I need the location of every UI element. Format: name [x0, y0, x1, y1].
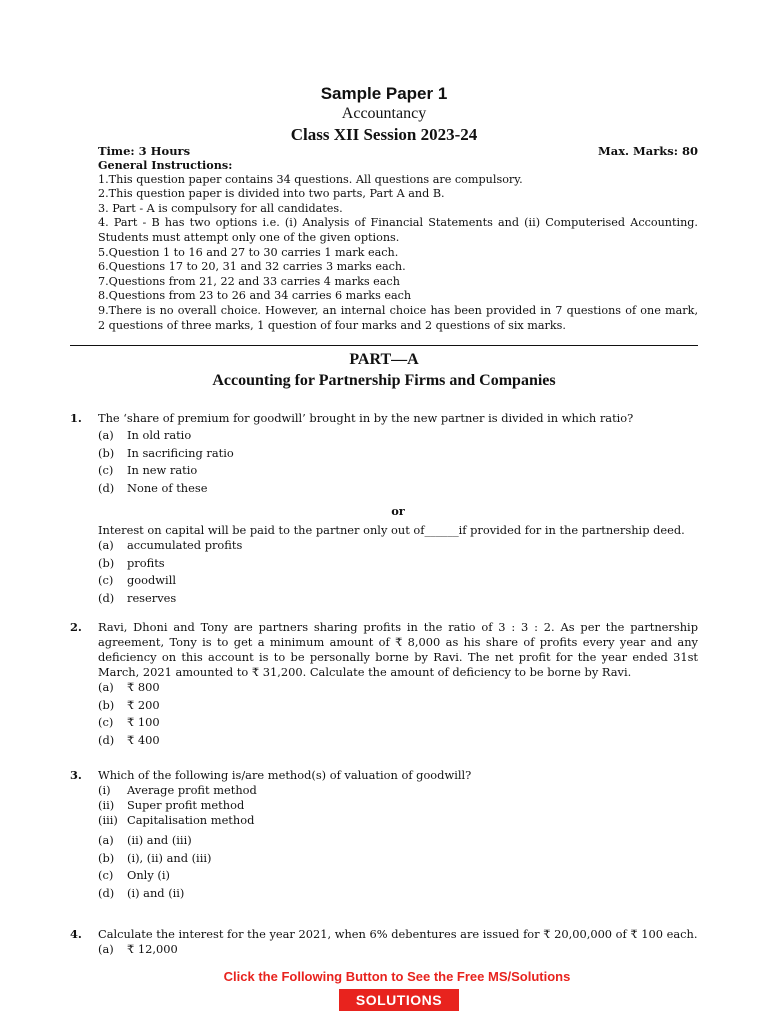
option [98, 868, 698, 886]
option-label: (b) [98, 697, 115, 712]
option-text: (i) and (ii) [127, 885, 185, 900]
option-text: In new ratio [127, 463, 198, 477]
question-stem: Calculate the interest for the year 2021, when 6% debentures are issued for ₹ 20,00,000 of ₹ 100 each. [98, 927, 698, 941]
option-text: In sacrificing ratio [127, 445, 234, 460]
solutions-prompt: Click the Following Button to See the Free MS/Solutions [223, 969, 571, 984]
divider [70, 345, 698, 346]
option [98, 851, 698, 869]
alternate-question-stem: Interest on capital will be paid to the partner only out of______if provided for in the partnership deed. [98, 523, 685, 537]
option-text: None of these [127, 480, 208, 495]
option-text: ₹ 200 [127, 697, 160, 712]
paper-title: Sample Paper 1 [320, 84, 448, 103]
option-label: (d) [98, 480, 115, 495]
question-number: 3. [70, 768, 82, 782]
option-text: ₹ 400 [127, 732, 160, 747]
option-text: reserves [127, 590, 177, 605]
option-text: Only (i) [127, 868, 170, 882]
method-label: (ii) [98, 798, 115, 812]
question-3 [70, 768, 698, 903]
option [98, 698, 698, 716]
option-text: ₹ 100 [127, 715, 160, 729]
option [98, 481, 698, 499]
option-text: (ii) and (iii) [127, 833, 192, 847]
method-label: (i) [98, 783, 111, 797]
option-text: ₹ 800 [127, 680, 160, 694]
option-label: (a) [98, 833, 114, 847]
option-text: ₹ 12,000 [127, 942, 178, 956]
option-label: (d) [98, 590, 115, 605]
question-stem: Which of the following is/are method(s) of valuation of goodwill? [98, 768, 472, 782]
option [98, 733, 698, 751]
max-marks-label: Max. Marks: 80 [598, 144, 698, 158]
instruction-item: 6.Questions 17 to 20, 31 and 32 carries 3 marks each. [98, 260, 406, 274]
meta-row [98, 144, 698, 158]
question-stem: Ravi, Dhoni and Tony are partners sharing profits in the ratio of 3 : 3 : 2. As per the partnership agreement, Tony is to get a minimum amount of ₹ 8,000 as his share of profits every year and any deficiency on this account is to be personally borne by Ravi. The net profit for the year ended 31st March, 2021 amounted to ₹ 31,200. Calculate the amount of deficiency to be borne by Ravi. [98, 620, 698, 679]
part-subtitle: Accounting for Partnership Firms and Companies [212, 372, 556, 389]
general-instructions [98, 158, 698, 333]
option [98, 942, 698, 960]
class-session: Class XII Session 2023-24 [290, 125, 478, 144]
option [98, 833, 698, 851]
option-label: (a) [98, 942, 114, 956]
option [98, 591, 698, 609]
option-text: accumulated profits [127, 538, 243, 552]
option [98, 715, 698, 733]
question-1 [70, 411, 698, 608]
option [98, 573, 698, 591]
instruction-item: 2.This question paper is divided into two parts, Part A and B. [98, 187, 445, 201]
option [98, 428, 698, 446]
method-item [98, 783, 698, 798]
option-text: goodwill [127, 573, 176, 587]
question-number: 4. [70, 927, 82, 941]
method-item [98, 798, 698, 813]
time-label: Time: 3 Hours [98, 144, 191, 158]
solutions-button[interactable]: SOLUTIONS [339, 989, 459, 1011]
option-label: (b) [98, 445, 115, 460]
instruction-item: 3. Part - A is compulsory for all candidates. [98, 201, 343, 215]
question-number: 2. [70, 620, 82, 634]
question-stem: The ‘share of premium for goodwill’ brought in by the new partner is divided in which ratio? [98, 411, 634, 425]
method-item [98, 813, 698, 828]
option-label: (b) [98, 555, 115, 570]
question-4 [70, 927, 698, 960]
instruction-item: 7.Questions from 21, 22 and 33 carries 4 marks each [98, 274, 400, 288]
option-label: (c) [98, 463, 114, 477]
instructions-heading: General Instructions: [98, 158, 233, 172]
option-label: (c) [98, 715, 114, 729]
instruction-item: 9.There is no overall choice. However, an internal choice has been provided in 7 questions of one mark, 2 questions of three marks, 1 question of four marks and 2 questions of six marks. [98, 303, 698, 332]
method-text: Capitalisation method [127, 813, 255, 827]
option-label: (c) [98, 868, 114, 882]
option-label: (b) [98, 850, 115, 865]
option-text: profits [127, 555, 165, 570]
option-label: (d) [98, 732, 115, 747]
method-text: Average profit method [127, 783, 257, 797]
question-number: 1. [70, 411, 82, 425]
instruction-item: 1.This question paper contains 34 questions. All questions are compulsory. [98, 172, 523, 186]
option-label: (c) [98, 573, 114, 587]
question-2 [70, 620, 698, 750]
option-label: (a) [98, 680, 114, 694]
subject-title: Accountancy [341, 105, 427, 122]
or-separator: or [391, 504, 405, 518]
option [98, 886, 698, 904]
option-label: (a) [98, 428, 114, 442]
option-text: In old ratio [127, 428, 192, 442]
part-title: PART—A [349, 351, 419, 368]
option-text: (i), (ii) and (iii) [127, 850, 212, 865]
instruction-item: 5.Question 1 to 16 and 27 to 30 carries 1 mark each. [98, 245, 399, 259]
option [98, 556, 698, 574]
option [98, 463, 698, 481]
method-label: (iii) [98, 813, 118, 827]
option [98, 446, 698, 464]
option [98, 538, 698, 556]
instruction-item: 4. Part - B has two options i.e. (i) Analysis of Financial Statements and (ii) Computerised Accounting. Students must attempt only one of the given options. [98, 216, 698, 244]
option [98, 680, 698, 698]
instruction-item: 8.Questions from 23 to 26 and 34 carries 6 marks each [98, 289, 412, 303]
option-label: (a) [98, 538, 114, 552]
option-label: (d) [98, 885, 115, 900]
method-text: Super profit method [127, 798, 245, 812]
